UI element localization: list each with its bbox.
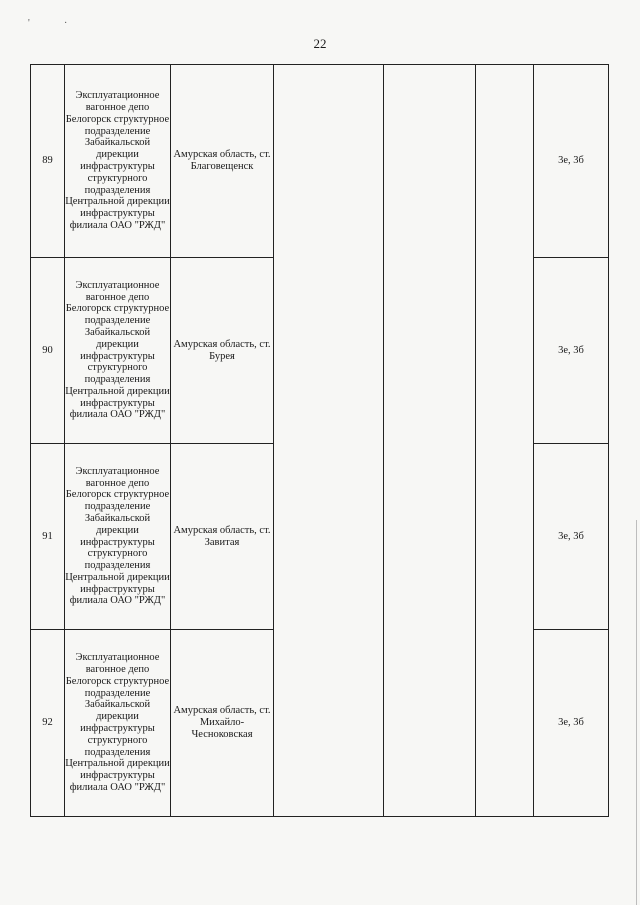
empty-cell [274,65,384,817]
code-cell: 3е, 3б [534,444,609,630]
empty-cell [384,65,476,817]
code-cell: 3е, 3б [534,258,609,444]
page-number: 22 [313,36,327,51]
table-row [31,65,609,258]
organization-cell: Эксплуатационное вагонное депо Белогорск структурное подразделение Забайкальской дирекции инфраструктуры структурного подразделения Центральной дирекции инфраструктуры филиала ОАО "РЖД" [65,258,171,444]
code-cell: 3е, 3б [534,630,609,817]
location-cell: Амурская область, ст. Завитая [171,444,274,630]
depot-table [30,64,609,817]
code-cell: 3е, 3б [534,65,609,258]
location-cell: Амурская область, ст. Благовещенск [171,65,274,258]
document-table [30,64,609,817]
location-cell: Амурская область, ст. Бурея [171,258,274,444]
row-number: 92 [31,630,65,817]
scan-mark: ' [28,18,30,29]
row-number: 90 [31,258,65,444]
location-cell: Амурская область, ст. Михайло-Чесноковская [171,630,274,817]
scan-mark: · [64,18,68,29]
organization-cell: Эксплуатационное вагонное депо Белогорск структурное подразделение Забайкальской дирекции инфраструктуры структурного подразделения Центральной дирекции инфраструктуры филиала ОАО "РЖД" [65,630,171,817]
organization-cell: Эксплуатационное вагонное депо Белогорск структурное подразделение Забайкальской дирекции инфраструктуры структурного подразделения Центральной дирекции инфраструктуры филиала ОАО "РЖД" [65,444,171,630]
empty-cell [476,65,534,817]
organization-cell: Эксплуатационное вагонное депо Белогорск структурное подразделение Забайкальской дирекции инфраструктуры структурного подразделения Центральной дирекции инфраструктуры филиала ОАО "РЖД" [65,65,171,258]
row-number: 89 [31,65,65,258]
row-number: 91 [31,444,65,630]
scan-edge-line [636,520,637,905]
